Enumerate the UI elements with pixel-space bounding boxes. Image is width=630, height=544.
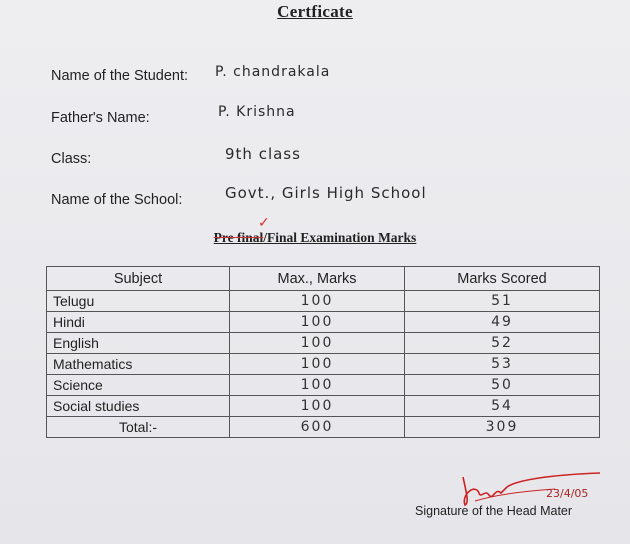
certificate-title: Certficate bbox=[277, 2, 353, 21]
exam-heading-rest: /Final Examination Marks bbox=[263, 230, 417, 245]
school-name-label: Name of the School: bbox=[51, 192, 183, 208]
father-name-label: Father's Name: bbox=[51, 110, 150, 126]
subject-cell: Science bbox=[47, 375, 230, 396]
check-mark-icon: ✓ bbox=[258, 214, 270, 230]
max-cell: 100 bbox=[230, 312, 405, 333]
signature-date: 23/4/05 bbox=[546, 487, 589, 500]
subject-cell: Hindi bbox=[47, 312, 230, 333]
table-header-row bbox=[47, 267, 600, 291]
table-row bbox=[47, 354, 600, 375]
total-label: Total:- bbox=[47, 417, 230, 438]
class-value: 9th class bbox=[225, 145, 301, 163]
scored-cell: 54 bbox=[405, 396, 600, 417]
subject-cell: Mathematics bbox=[47, 354, 230, 375]
table-row bbox=[47, 333, 600, 354]
table-row bbox=[47, 312, 600, 333]
max-cell: 100 bbox=[230, 333, 405, 354]
max-cell: 100 bbox=[230, 291, 405, 312]
subject-cell: Telugu bbox=[47, 291, 230, 312]
table-row bbox=[47, 396, 600, 417]
total-scored-cell: 309 bbox=[405, 417, 600, 438]
scored-cell: 53 bbox=[405, 354, 600, 375]
max-cell: 100 bbox=[230, 375, 405, 396]
total-max-cell: 600 bbox=[230, 417, 405, 438]
exam-heading-struck: Pre final bbox=[213, 230, 264, 245]
student-name-label: Name of the Student: bbox=[51, 68, 189, 84]
header-subject: Subject bbox=[47, 267, 230, 291]
scored-cell: 52 bbox=[405, 333, 600, 354]
exam-heading bbox=[0, 230, 630, 246]
signature-label: Signature of the Head Mater bbox=[415, 504, 573, 518]
marks-table bbox=[46, 266, 600, 438]
subject-cell: Social studies bbox=[47, 396, 230, 417]
scored-cell: 51 bbox=[405, 291, 600, 312]
header-marks-scored: Marks Scored bbox=[405, 267, 600, 291]
table-row bbox=[47, 375, 600, 396]
scored-cell: 49 bbox=[405, 312, 600, 333]
max-cell: 100 bbox=[230, 354, 405, 375]
max-cell: 100 bbox=[230, 396, 405, 417]
header-max-marks: Max., Marks bbox=[230, 267, 405, 291]
scored-cell: 50 bbox=[405, 375, 600, 396]
school-name-value: Govt., Girls High School bbox=[225, 184, 427, 202]
class-label: Class: bbox=[51, 151, 92, 167]
table-row bbox=[47, 291, 600, 312]
subject-cell: English bbox=[47, 333, 230, 354]
total-row bbox=[47, 417, 600, 438]
student-name-value: P. chandrakala bbox=[215, 64, 331, 80]
father-name-value: P. Krishna bbox=[218, 104, 296, 120]
